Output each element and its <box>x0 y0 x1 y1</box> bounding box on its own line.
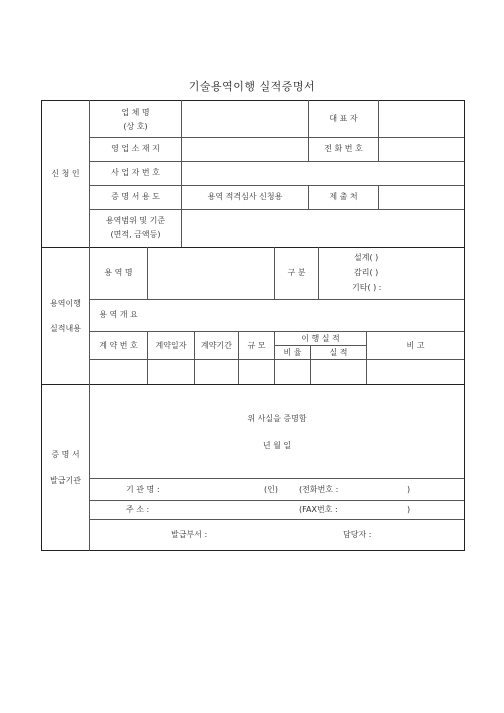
column-border <box>238 331 239 384</box>
column-border <box>378 185 379 209</box>
service-name-label: 용 역 명 <box>104 268 133 277</box>
issuer-phone-label: (전화번호 : <box>299 485 339 494</box>
row-border <box>89 331 464 332</box>
category-other: 기타( ) : <box>352 283 382 292</box>
row-border <box>89 137 464 138</box>
row-border <box>89 185 464 186</box>
trade-name-label: (상 호) <box>123 122 148 131</box>
category-supervision: 감리( ) <box>354 268 379 277</box>
row-border <box>89 209 464 210</box>
scope-sublabel: (면적, 금액등) <box>110 230 161 239</box>
overview-label: 용 역 개 요 <box>99 310 138 319</box>
table-bottom-border <box>41 550 465 551</box>
issuer-address-label: 주 소 : <box>126 505 150 514</box>
column-border <box>194 331 195 384</box>
date-line: 년 월 일 <box>262 441 292 450</box>
table-right-border <box>464 100 465 551</box>
section-divider-2 <box>41 384 465 385</box>
issuer-section-sublabel: 발급기관 <box>50 476 81 485</box>
row-border <box>89 478 464 479</box>
ratio-header: 비 율 <box>283 348 302 357</box>
column-border <box>147 331 148 384</box>
table-top-border <box>41 100 465 101</box>
column-border <box>318 247 319 299</box>
remarks-header: 비 고 <box>406 341 425 350</box>
issuing-dept-label: 발급부서 : <box>171 530 208 539</box>
category-label: 구 분 <box>287 268 306 277</box>
contract-date-header: 계약일자 <box>155 341 187 350</box>
row-border <box>274 345 366 346</box>
category-design: 설계( ) <box>354 253 379 262</box>
fax-close: ) <box>407 505 411 514</box>
performance-section-sublabel: 실적내용 <box>50 324 81 333</box>
document-title: 기술용역이행 실적증명서 <box>188 80 316 93</box>
column-border <box>147 247 148 299</box>
row-border <box>89 299 464 300</box>
applicant-section-label: 신 청 인 <box>51 169 80 178</box>
performance-header: 이 행 실 적 <box>301 334 340 343</box>
issuer-section-label: 증 명 서 <box>51 450 80 459</box>
scale-header: 규 모 <box>247 341 266 350</box>
scope-label: 용역범위 및 기준 <box>105 216 166 225</box>
certify-text: 위 사실을 증명함 <box>247 414 307 423</box>
column-border <box>181 209 182 247</box>
org-name-label: 기 관 명 : <box>126 485 160 494</box>
row-border <box>89 161 464 162</box>
submit-to-label: 제 출 처 <box>329 192 358 201</box>
address-label: 영 업 소 재 지 <box>111 144 160 153</box>
purpose-value: 용역 적격심사 신청용 <box>207 192 283 201</box>
company-name-label: 업 체 명 <box>121 108 150 117</box>
fax-label: (FAX번호 : <box>299 505 338 514</box>
issuer-phone-close: ) <box>407 485 411 494</box>
row-border <box>89 359 464 360</box>
purpose-label: 증 명 서 용 도 <box>111 192 160 201</box>
person-in-charge-label: 담당자 : <box>343 530 372 539</box>
section-divider-1 <box>41 247 465 248</box>
column-border <box>366 331 367 384</box>
row-border <box>89 500 464 501</box>
contract-period-header: 계약기간 <box>201 341 232 350</box>
actual-header: 실 적 <box>329 348 348 357</box>
row-border <box>89 519 464 520</box>
column-border <box>378 100 379 161</box>
business-number-label: 사 업 자 번 호 <box>111 168 160 177</box>
representative-label: 대 표 자 <box>329 114 358 123</box>
contract-number-header: 계 약 번 호 <box>99 341 138 350</box>
performance-section-label: 용역이행 <box>50 299 81 308</box>
phone-label: 전 화 번 호 <box>324 144 363 153</box>
seal-label: (인) <box>264 485 278 494</box>
